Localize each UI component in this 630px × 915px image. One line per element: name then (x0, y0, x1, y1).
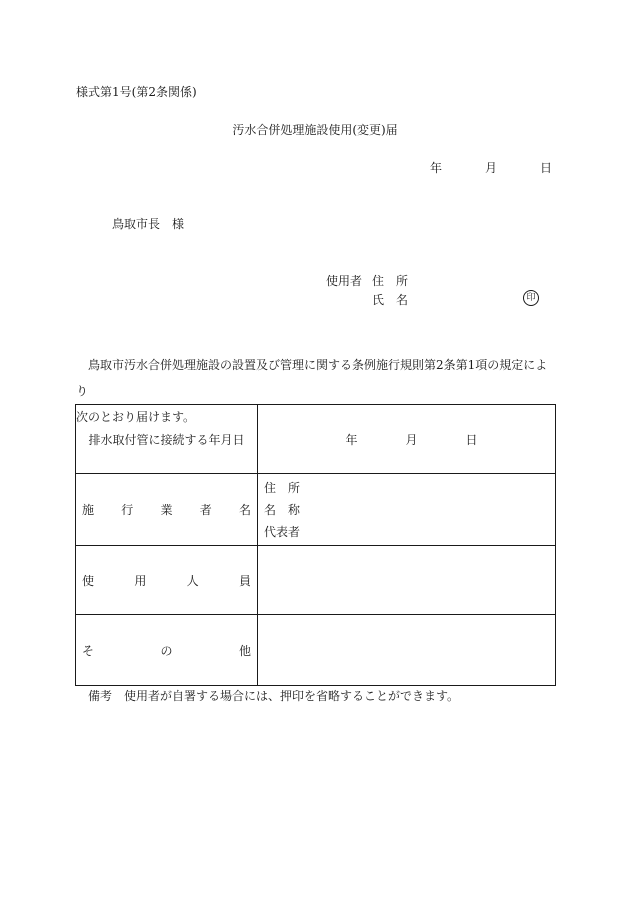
date-day: 日 (539, 161, 552, 175)
users-label-char: 人 (186, 573, 199, 588)
remarks-note: 備考 使用者が自署する場合には、押印を省略することができます。 (88, 689, 460, 703)
table-row-users (76, 546, 556, 615)
contractor-label (76, 474, 258, 546)
body-line-2: 次のとおり届けます。 (76, 410, 196, 424)
users-label (76, 546, 258, 615)
connect-date-month: 月 (405, 432, 418, 447)
contractor-field[interactable] (258, 474, 556, 546)
applicant-name-label: 氏 名 (372, 293, 409, 307)
table-row-contractor (76, 474, 556, 546)
users-label-char: 員 (238, 573, 251, 588)
seal-mark-icon: 印 (523, 290, 539, 306)
addressee: 鳥取市長 様 (112, 217, 185, 231)
connect-date-label: 排水取付管に接続する年月日 (76, 405, 258, 474)
connect-date-day: 日 (465, 432, 478, 447)
applicant-address-label: 住 所 (372, 274, 409, 288)
other-label (76, 615, 258, 686)
form-number: 様式第1号(第2条関係) (76, 85, 197, 99)
contractor-representative-label: 代表者 (264, 524, 301, 539)
date-year: 年 (430, 161, 443, 175)
other-label-char: 他 (238, 643, 251, 658)
date-month: 月 (484, 161, 497, 175)
document-title: 汚水合併処理施設使用(変更)届 (232, 123, 398, 137)
contractor-label-char: 名 (238, 503, 251, 517)
contractor-label-char: 施 (82, 503, 95, 517)
other-field[interactable] (258, 615, 556, 686)
users-label-char: 用 (134, 573, 147, 588)
contractor-address-label: 住 所 (264, 480, 301, 495)
table-row-connect-date (76, 405, 556, 474)
contractor-label-char: 者 (199, 503, 212, 517)
contractor-label-char: 業 (160, 503, 173, 517)
contractor-name-label: 名 称 (264, 502, 301, 517)
contractor-label-char: 行 (121, 503, 134, 517)
table-row-other (76, 615, 556, 686)
users-label-char: 使 (82, 573, 95, 588)
application-table (75, 404, 556, 686)
connect-date-year: 年 (345, 432, 358, 447)
body-line-1: 鳥取市汚水合併処理施設の設置及び管理に関する条例施行規則第2条第1項の規定により (76, 358, 548, 398)
connect-date-field[interactable] (258, 405, 556, 474)
other-label-char: の (160, 643, 173, 658)
users-field[interactable] (258, 546, 556, 615)
applicant-label: 使用者 (326, 274, 363, 288)
submission-date (430, 162, 552, 174)
other-label-char: そ (82, 643, 95, 658)
